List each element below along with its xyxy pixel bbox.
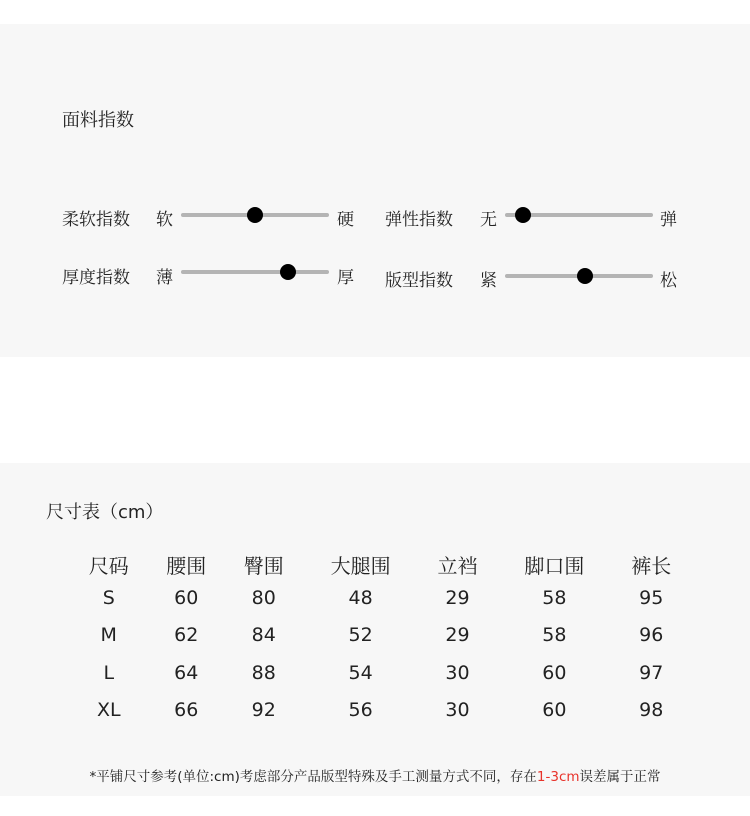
table-cell: 60: [174, 586, 199, 609]
table-cell: 48: [348, 586, 373, 609]
table-cell: 60: [542, 661, 567, 684]
softness-right-label: 硬: [337, 210, 354, 230]
header-rise: 立裆: [437, 553, 478, 578]
table-cell: 52: [348, 624, 373, 647]
table-cell: 92: [251, 699, 276, 722]
measurement-note: [0, 765, 750, 785]
header-thigh: 大腿围: [330, 553, 391, 578]
table-cell: 64: [174, 661, 199, 684]
table-cell: 96: [639, 624, 664, 647]
fit-label: 版型指数: [385, 271, 453, 291]
fabric-index-panel: [0, 24, 750, 357]
softness-label: 柔软指数: [62, 210, 130, 230]
table-cell: XL: [96, 699, 121, 722]
table-row: [70, 617, 690, 655]
table-cell: 30: [445, 699, 470, 722]
table-row: [70, 654, 690, 692]
table-cell: 88: [251, 661, 276, 684]
table-cell: 97: [639, 661, 664, 684]
table-cell: L: [103, 661, 115, 684]
table-cell: 54: [348, 661, 373, 684]
note-text-after: 误差属于正常: [579, 769, 661, 785]
elasticity-left-label: 无: [480, 210, 497, 230]
thickness-left-label: 薄: [156, 268, 173, 288]
fabric-index-title: 面料指数: [62, 110, 134, 131]
softness-left-label: 软: [156, 210, 173, 230]
table-row: [70, 692, 690, 730]
softness-slider-knob: [247, 207, 263, 223]
table-cell: 29: [445, 586, 470, 609]
table-cell: 84: [251, 624, 276, 647]
table-cell: 80: [251, 586, 276, 609]
thickness-slider-track: [181, 270, 329, 274]
header-size: 尺码: [88, 553, 129, 578]
elasticity-label: 弹性指数: [385, 210, 453, 230]
elasticity-slider-knob: [515, 207, 531, 223]
table-cell: 98: [639, 699, 664, 722]
table-cell: 60: [542, 699, 567, 722]
table-cell: M: [100, 624, 117, 647]
table-cell: 58: [542, 624, 567, 647]
fit-left-label: 紧: [480, 271, 497, 291]
size-table: [70, 549, 690, 729]
table-cell: S: [102, 586, 115, 609]
note-highlight: 1-3cm: [536, 769, 580, 785]
table-cell: 62: [174, 624, 199, 647]
table-row: [70, 579, 690, 617]
header-length: 裤长: [631, 553, 672, 578]
thickness-label: 厚度指数: [62, 268, 130, 288]
table-cell: 58: [542, 586, 567, 609]
thickness-right-label: 厚: [337, 268, 354, 288]
table-cell: 95: [639, 586, 664, 609]
header-waist: 腰围: [166, 553, 207, 578]
elasticity-right-label: 弹: [660, 210, 677, 230]
fit-slider-knob: [577, 268, 593, 284]
header-hem: 脚口围: [524, 553, 585, 578]
size-chart-title: 尺寸表（cm）: [46, 502, 164, 523]
table-cell: 30: [445, 661, 470, 684]
header-hip: 臀围: [243, 553, 284, 578]
size-table-header-row: [70, 549, 690, 579]
fit-right-label: 松: [660, 271, 677, 291]
size-chart-panel: [0, 463, 750, 796]
table-cell: 29: [445, 624, 470, 647]
table-cell: 66: [174, 699, 199, 722]
note-text-before: *平铺尺寸参考(单位:cm)考虑部分产品版型特殊及手工测量方式不同，存在: [89, 769, 537, 785]
table-cell: 56: [348, 699, 373, 722]
thickness-slider-knob: [280, 264, 296, 280]
